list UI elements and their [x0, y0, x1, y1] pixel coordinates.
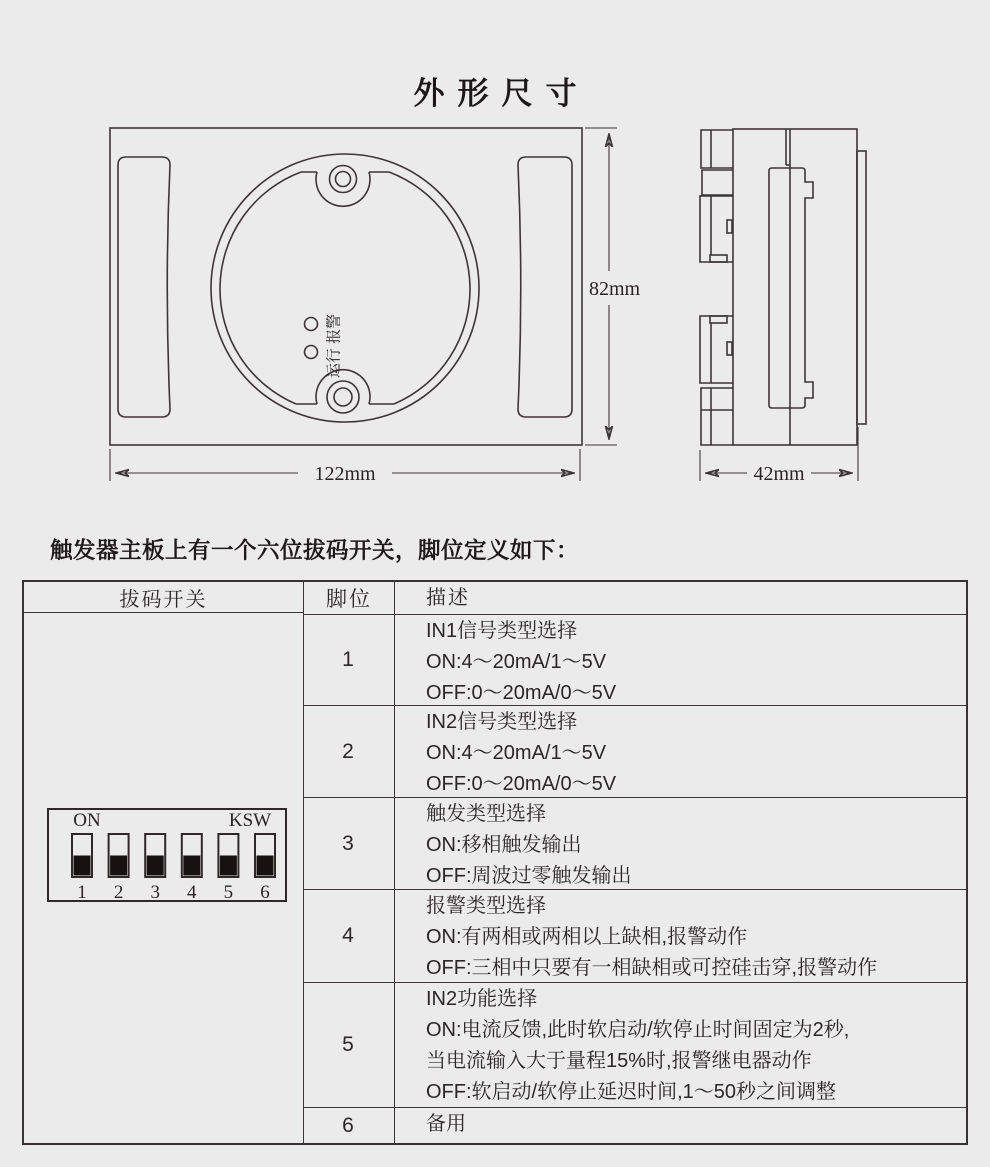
dip-definition-table — [22, 580, 968, 1145]
pin-number: 5 — [304, 983, 395, 1107]
desc-line: 报警类型选择 — [426, 895, 546, 917]
desc-line: 当电流输入大于量程15%时,报警继电器动作 — [426, 1050, 812, 1072]
table-row-pin4 — [304, 890, 966, 983]
dip-position-label: 5 — [223, 882, 234, 902]
desc-line: OFF:周波过零触发输出 — [426, 865, 632, 887]
desc-line: IN2信号类型选择 — [426, 711, 578, 733]
dip-switch-4 — [182, 834, 202, 902]
pin-description — [395, 983, 966, 1107]
dip-position-label: 2 — [113, 882, 124, 902]
run-led — [305, 346, 318, 359]
front-right-panel — [518, 157, 572, 417]
dip-switch-column — [24, 582, 304, 1143]
dimension-drawings — [0, 110, 990, 500]
page-title: 外形尺寸 — [413, 76, 590, 111]
side-view-drawing — [700, 129, 866, 445]
dip-position-label: 6 — [260, 882, 270, 902]
table-row-pin1 — [304, 615, 966, 706]
dip-model-label: KSW — [228, 810, 272, 831]
dip-on-label: ON — [73, 810, 101, 831]
table-row-pin6 — [304, 1108, 966, 1143]
front-view-dimensions — [110, 128, 641, 486]
dip-switch-2 — [109, 834, 129, 902]
dip-switch-graphic — [47, 808, 287, 902]
dip-switch-1 — [72, 834, 92, 902]
front-height-dimension-label: 82mm — [589, 278, 641, 300]
table-row-pin5 — [304, 983, 966, 1108]
dip-switch-cell — [24, 613, 303, 1143]
desc-line: ON:有两相或两相以上缺相,报警动作 — [426, 926, 748, 948]
pin-number: 1 — [304, 615, 395, 705]
side-view-dimensions — [700, 427, 858, 486]
pin-number: 3 — [304, 798, 395, 889]
dip-position-label: 4 — [187, 882, 197, 902]
table-row-pin3 — [304, 798, 966, 890]
pin-number: 4 — [304, 890, 395, 982]
table-row-pin2 — [304, 706, 966, 798]
dip-position-label: 3 — [150, 882, 160, 902]
pin-description — [395, 798, 966, 889]
dip-switch-3 — [145, 834, 165, 902]
desc-line: ON:4～20mA/1～5V — [426, 742, 607, 764]
desc-line: ON:4～20mA/1～5V — [426, 651, 607, 673]
desc-line: OFF:0～20mA/0～5V — [426, 682, 617, 704]
table-header-desc: 描述 — [426, 587, 470, 609]
alarm-led — [305, 318, 318, 331]
top-screw-hole — [330, 166, 357, 193]
desc-line: ON:电流反馈,此时软启动/软停止时间固定为2秒, — [426, 1019, 850, 1041]
side-rear-rail — [857, 151, 866, 424]
table-header-pin: 脚位 — [304, 582, 395, 614]
desc-line: OFF:软启动/软停止延迟时间,1～50秒之间调整 — [426, 1081, 837, 1103]
dip-switch-5 — [218, 834, 238, 902]
front-view-drawing — [110, 128, 582, 445]
desc-line: OFF:三相中只要有一相缺相或可控硅击穿,报警动作 — [426, 957, 878, 979]
desc-line: IN2功能选择 — [426, 988, 538, 1010]
side-slot — [769, 168, 813, 408]
side-width-dimension-label: 42mm — [753, 463, 805, 485]
desc-line: OFF:0～20mA/0～5V — [426, 773, 617, 795]
desc-line: 触发类型选择 — [426, 803, 546, 825]
table-header-row — [304, 582, 966, 615]
pin-description — [395, 890, 966, 982]
pin-description — [395, 615, 966, 705]
bottom-screw-hole — [327, 381, 359, 413]
pin-desc-columns — [304, 582, 966, 1143]
led-labels: 运行 报警 — [325, 313, 343, 379]
pin-number: 2 — [304, 706, 395, 797]
front-width-dimension-label: 122mm — [314, 463, 376, 485]
pin-description — [395, 1108, 966, 1143]
dip-position-label: 1 — [77, 882, 87, 902]
pin-description — [395, 706, 966, 797]
intro-text: 触发器主板上有一个六位拔码开关，脚位定义如下： — [50, 538, 580, 563]
desc-line: 备用 — [426, 1113, 466, 1135]
desc-line: ON:移相触发输出 — [426, 834, 582, 856]
dip-switch-6 — [255, 834, 275, 902]
desc-line: IN1信号类型选择 — [426, 620, 578, 642]
front-left-panel — [118, 157, 170, 417]
table-header-dip-switch: 拔码开关 — [24, 582, 303, 613]
pin-number: 6 — [304, 1108, 395, 1143]
